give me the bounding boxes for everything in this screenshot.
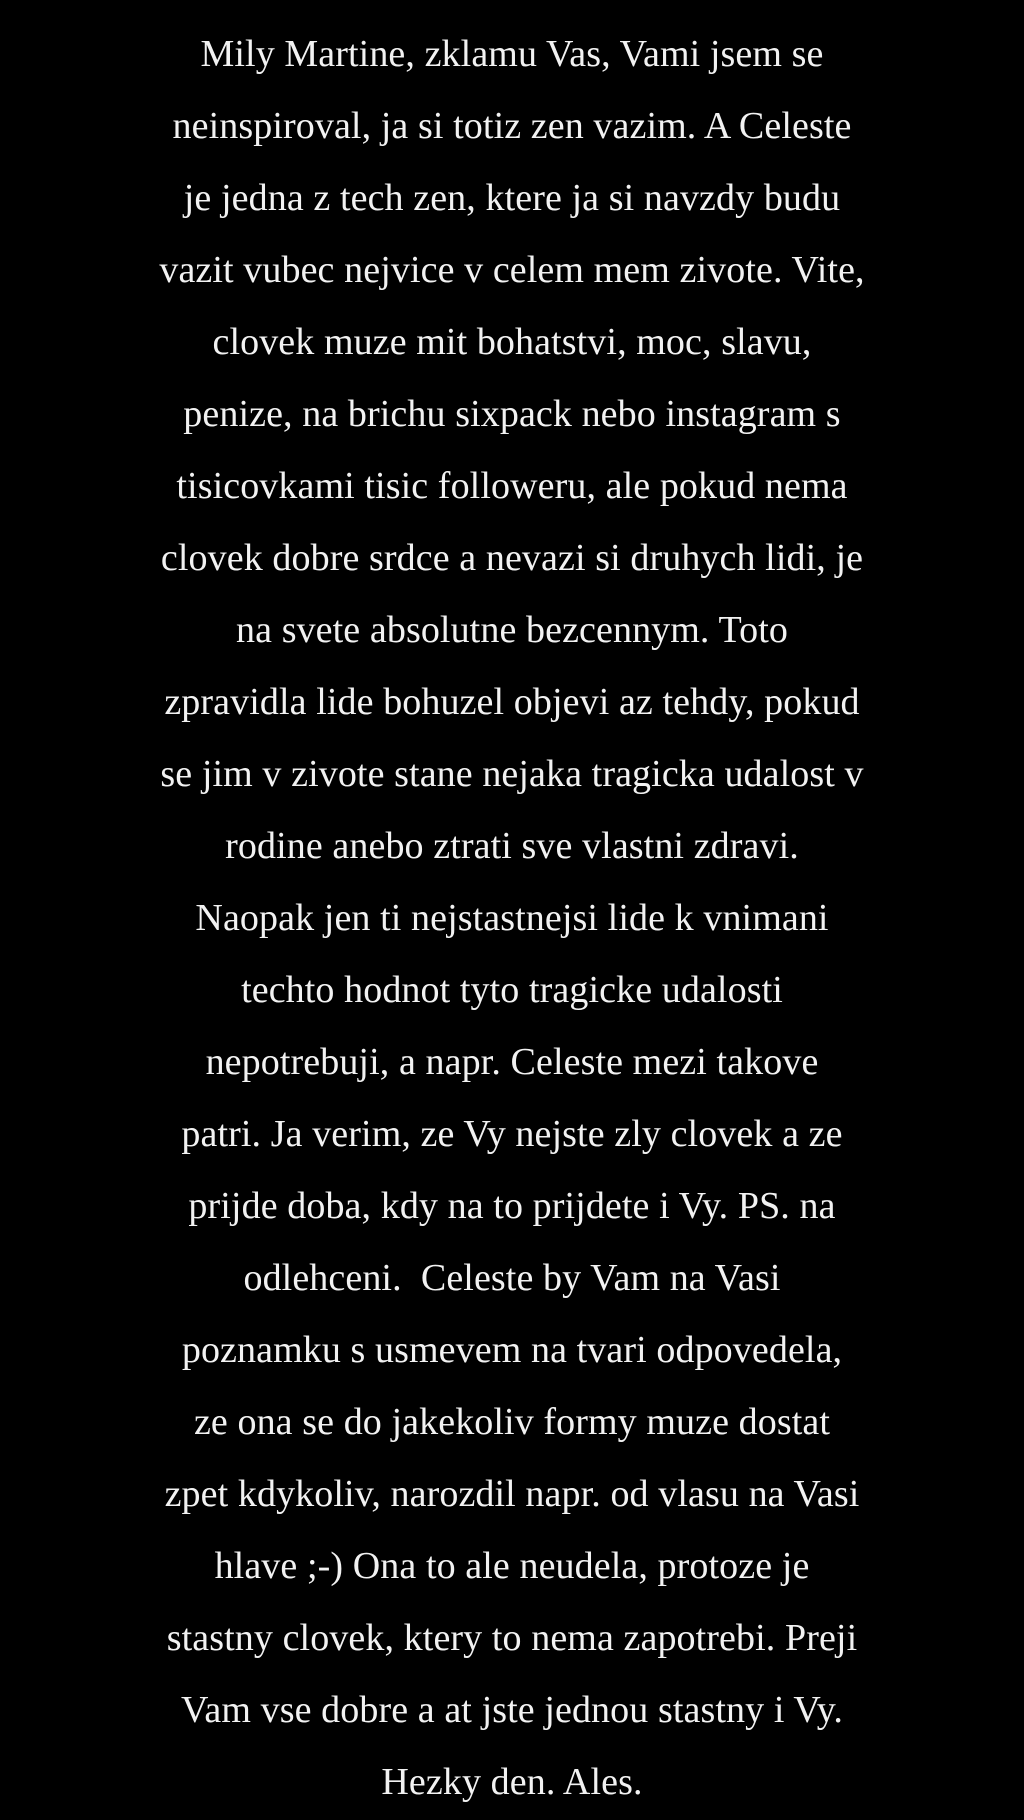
story-text-line: techto hodnot tyto tragicke udalosti xyxy=(241,969,783,1011)
story-text-line: na svete absolutne bezcennym. Toto xyxy=(236,609,788,651)
story-text-line: hlave ;-) Ona to ale neudela, protoze je xyxy=(214,1545,810,1587)
story-text-line: vazit vubec nejvice v celem mem zivote. Vite, xyxy=(159,249,865,291)
story-text-line: Mily Martine, zklamu Vas, Vami jsem se xyxy=(200,33,824,75)
story-text-line: ze ona se do jakekoliv formy muze dostat xyxy=(193,1401,831,1443)
story-text-line: tisicovkami tisic followeru, ale pokud nema xyxy=(176,465,848,507)
story-text-line: Vam vse dobre a at jste jednou stastny i Vy. xyxy=(181,1689,843,1731)
story-text-line: nepotrebuji, a napr. Celeste mezi takove xyxy=(205,1041,819,1083)
story-text-line: je jedna z tech zen, ktere ja si navzdy budu xyxy=(183,177,841,219)
story-text-line: zpet kdykoliv, narozdil napr. od vlasu na Vasi xyxy=(164,1473,860,1515)
story-signature-line: Hezky den. Ales. xyxy=(381,1761,643,1803)
story-text-line: stastny clovek, ktery to nema zapotrebi. Preji xyxy=(166,1617,858,1659)
story-text-line: patri. Ja verim, ze Vy nejste zly clovek a ze xyxy=(181,1113,843,1155)
story-text-line: Naopak jen ti nejstastnejsi lide k vnimani xyxy=(195,897,829,939)
story-text-line: se jim v zivote stane nejaka tragicka udalost v xyxy=(160,753,864,795)
story-text-line: clovek muze mit bohatstvi, moc, slavu, xyxy=(212,321,812,363)
story-text-line: neinspiroval, ja si totiz zen vazim. A Celeste xyxy=(172,105,852,147)
story-text-block xyxy=(0,18,1024,1818)
story-text-line: clovek dobre srdce a nevazi si druhych lidi, je xyxy=(160,537,864,579)
story-text-line: prijde doba, kdy na to prijdete i Vy. PS. na xyxy=(188,1185,836,1227)
story-text-line: penize, na brichu sixpack nebo instagram s xyxy=(183,393,841,435)
story-text-line: odlehceni. Celeste by Vam na Vasi xyxy=(243,1257,781,1299)
story-text-line: poznamku s usmevem na tvari odpovedela, xyxy=(181,1329,843,1371)
story-text-line: zpravidla lide bohuzel objevi az tehdy, pokud xyxy=(164,681,860,723)
story-text-line: rodine anebo ztrati sve vlastni zdravi. xyxy=(225,825,799,867)
